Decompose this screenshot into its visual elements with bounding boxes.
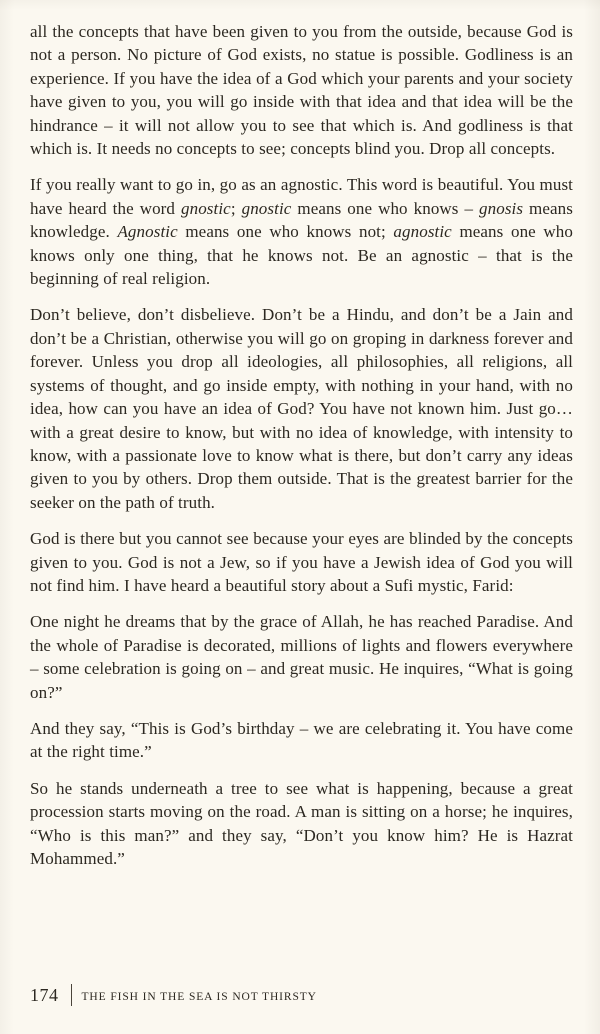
paragraph (30, 20, 573, 160)
italic-text-run: Agnostic (117, 222, 178, 242)
text-run: means knowledge. (30, 198, 573, 242)
italic-text-run: gnostic (181, 198, 231, 218)
text-run: means one who knows only one thing, that he knows not. Be an agnostic – that is the beginning of real religion. (30, 222, 573, 289)
text-run: means one who knows – (291, 198, 480, 218)
page-body (30, 20, 573, 883)
italic-text-run: gnostic (241, 198, 292, 218)
text-run: So he stands underneath a tree to see what is happening, because a great procession starts moving on the road. A man is sitting on a horse; he inquires, “Who is this man?” and they say, “Don’t you know him? He is Hazrat Mohammed.” (30, 778, 573, 868)
text-run: means one who knows not; (177, 222, 394, 242)
paragraph (30, 610, 573, 704)
page-number: 174 (30, 984, 59, 1005)
paragraph (30, 717, 573, 764)
footer-divider (71, 984, 72, 1006)
book-title: THE FISH IN THE SEA IS NOT THIRSTY (81, 990, 317, 1003)
text-run: God is there but you cannot see because your eyes are blinded by the concepts given to you. God is not a Jew, so if you have a Jewish idea of God you will not find him. I have heard a beautiful story about a Sufi mystic, Farid: (30, 529, 573, 595)
paragraph (30, 173, 573, 290)
text-run: all the concepts that have been given to you from the outside, because God is not a person. No picture of God exists, no statue is possible. Godliness is an experience. If you have the idea of a God which your parents and your society have given to you, you will go inside with that idea and that idea will be the hindrance – it will not allow you to see that which is. And godliness is that which is. It needs no concepts to see; concepts blind you. Drop all concepts. (30, 22, 573, 159)
paragraph (30, 777, 573, 871)
text-run: Don’t believe, don’t disbelieve. Don’t be a Hindu, and don’t be a Jain and don’t be a Christian, otherwise you will go on groping in darkness forever and forever. Unless you drop all ideologies, all philosophies, all religions, all systems of thought, and go inside empty, with nothing in your hand, with no idea, how can you have an idea of God? You have not known him. Just go…with a great desire to know, but with no idea of knowledge, with intensity to know, with a passionate love to know what is there, but don’t carry any ideas given to you by others. Drop them outside. That is the greatest barrier for the seeker on the path of truth. (30, 305, 573, 512)
paragraph (30, 527, 573, 597)
paragraph (30, 303, 573, 514)
italic-text-run: gnosis (479, 198, 524, 218)
text-run: And they say, “This is God’s birthday – we are celebrating it. You have come at the right time.” (30, 718, 573, 762)
italic-text-run: agnostic (393, 222, 452, 242)
text-run: ; (230, 198, 242, 218)
text-run: One night he dreams that by the grace of Allah, he has reached Paradise. And the whole of Paradise is decorated, millions of lights and flowers everywhere – some celebration is going on – and great music. He inquires, “What is going on?” (30, 612, 573, 702)
text-run: If you really want to go in, go as an agnostic. This word is beautiful. You must have heard the word (30, 175, 573, 218)
page-footer (30, 984, 573, 1006)
